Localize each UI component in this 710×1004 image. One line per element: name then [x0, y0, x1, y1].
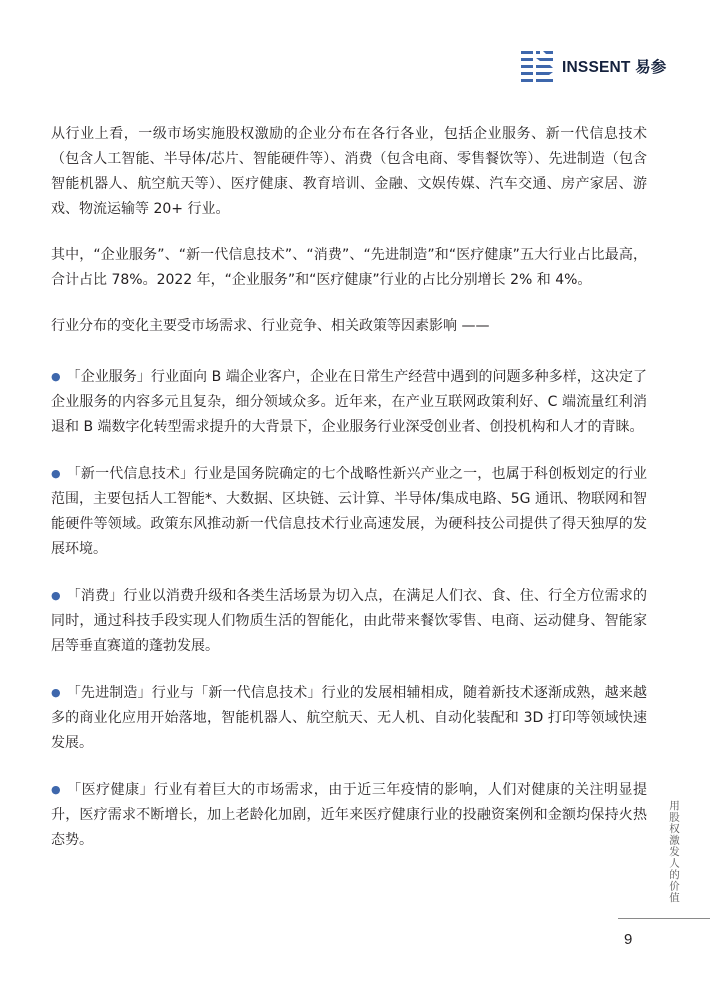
- drivers-paragraph-text: 行业分布的变化主要受市场需求、行业竞争、相关政策等因素影响 ——: [51, 318, 490, 334]
- intro-paragraph: [51, 122, 647, 222]
- bullet-advanced-manufacturing: [51, 680, 647, 756]
- bullet-new-it: [51, 461, 647, 562]
- drivers-paragraph: [51, 314, 647, 339]
- bullet-dot-icon: ●: [51, 589, 61, 602]
- insent-logo-mark-icon: [519, 48, 555, 84]
- bullet-text: 「新一代信息技术」行业是国务院确定的七个战略性新兴产业之一，也属于科创板划定的行业范围，主要包括人工智能*、大数据、区块链、云计算、半导体/集成电路、5G 通讯、物联网和智能硬件等领域。政策东风推动新一代信息技术行业高速发展，为硬科技公司提供了得天独厚的发展环境。: [51, 466, 647, 557]
- main-content: [51, 122, 647, 853]
- bullet-healthcare: [51, 777, 647, 853]
- bullet-text: 「先进制造」行业与「新一代信息技术」行业的发展相辅相成，随着新技术逐渐成熟，越来越多的商业化应用开始落地，智能机器人、航空航天、无人机、自动化装配和 3D 打印等领域快速发展。: [51, 685, 647, 751]
- footer-divider: [618, 918, 710, 919]
- bullet-text: 「企业服务」行业面向 B 端企业客户，企业在日常生产经营中遇到的问题多种多样，这决定了企业服务的内容多元且复杂，细分领域众多。近年来，在产业互联网政策利好、C 端流量红利消退和 B 端数字化转型需求提升的大背景下，企业服务行业深受创业者、创投机构和人才的青睐。: [51, 369, 647, 435]
- bullet-text: 「医疗健康」行业有着巨大的市场需求，由于近三年疫情的影响，人们对健康的关注明显提升，医疗需求不断增长，加上老龄化加剧，近年来医疗健康行业的投融资案例和金额均保持火热态势。: [51, 782, 647, 848]
- bullet-dot-icon: ●: [51, 783, 62, 796]
- share-paragraph: [51, 243, 647, 293]
- bullet-consumer: [51, 583, 647, 659]
- intro-paragraph-text: 从行业上看，一级市场实施股权激励的企业分布在各行各业，包括企业服务、新一代信息技术（包含人工智能、半导体/芯片、智能硬件等）、消费（包含电商、零售餐饮等）、先进制造（包含智能机器人、航空航天等）、医疗健康、教育培训、金融、文娱传媒、汽车交通、房产家居、游戏、物流运输等 20+ 行业。: [51, 126, 647, 217]
- share-paragraph-text: 其中，“企业服务”、“新一代信息技术”、“消费”、“先进制造”和“医疗健康”五大行业占比最高，合计占比 78%。2022 年，“企业服务”和“医疗健康”行业的占比分别增长 2% 和 4%。: [51, 247, 647, 288]
- bullet-dot-icon: ●: [51, 370, 61, 383]
- page-number: 9: [624, 931, 633, 948]
- brand-name: INSSENT 易参: [562, 59, 667, 76]
- bullet-text: 「消费」行业以消费升级和各类生活场景为切入点，在满足人们衣、食、住、行全方位需求的同时，通过科技手段实现人们物质生活的智能化，由此带来餐饮零售、电商、运动健身、智能家居等垂直赛道的蓬勃发展。: [51, 588, 647, 654]
- brand-logo: [519, 48, 666, 84]
- bullet-dot-icon: ●: [51, 467, 61, 480]
- sidebar-slogan: 用股权激发人的价值: [668, 800, 680, 904]
- bullet-dot-icon: ●: [51, 686, 61, 699]
- bullet-enterprise-services: [51, 364, 647, 440]
